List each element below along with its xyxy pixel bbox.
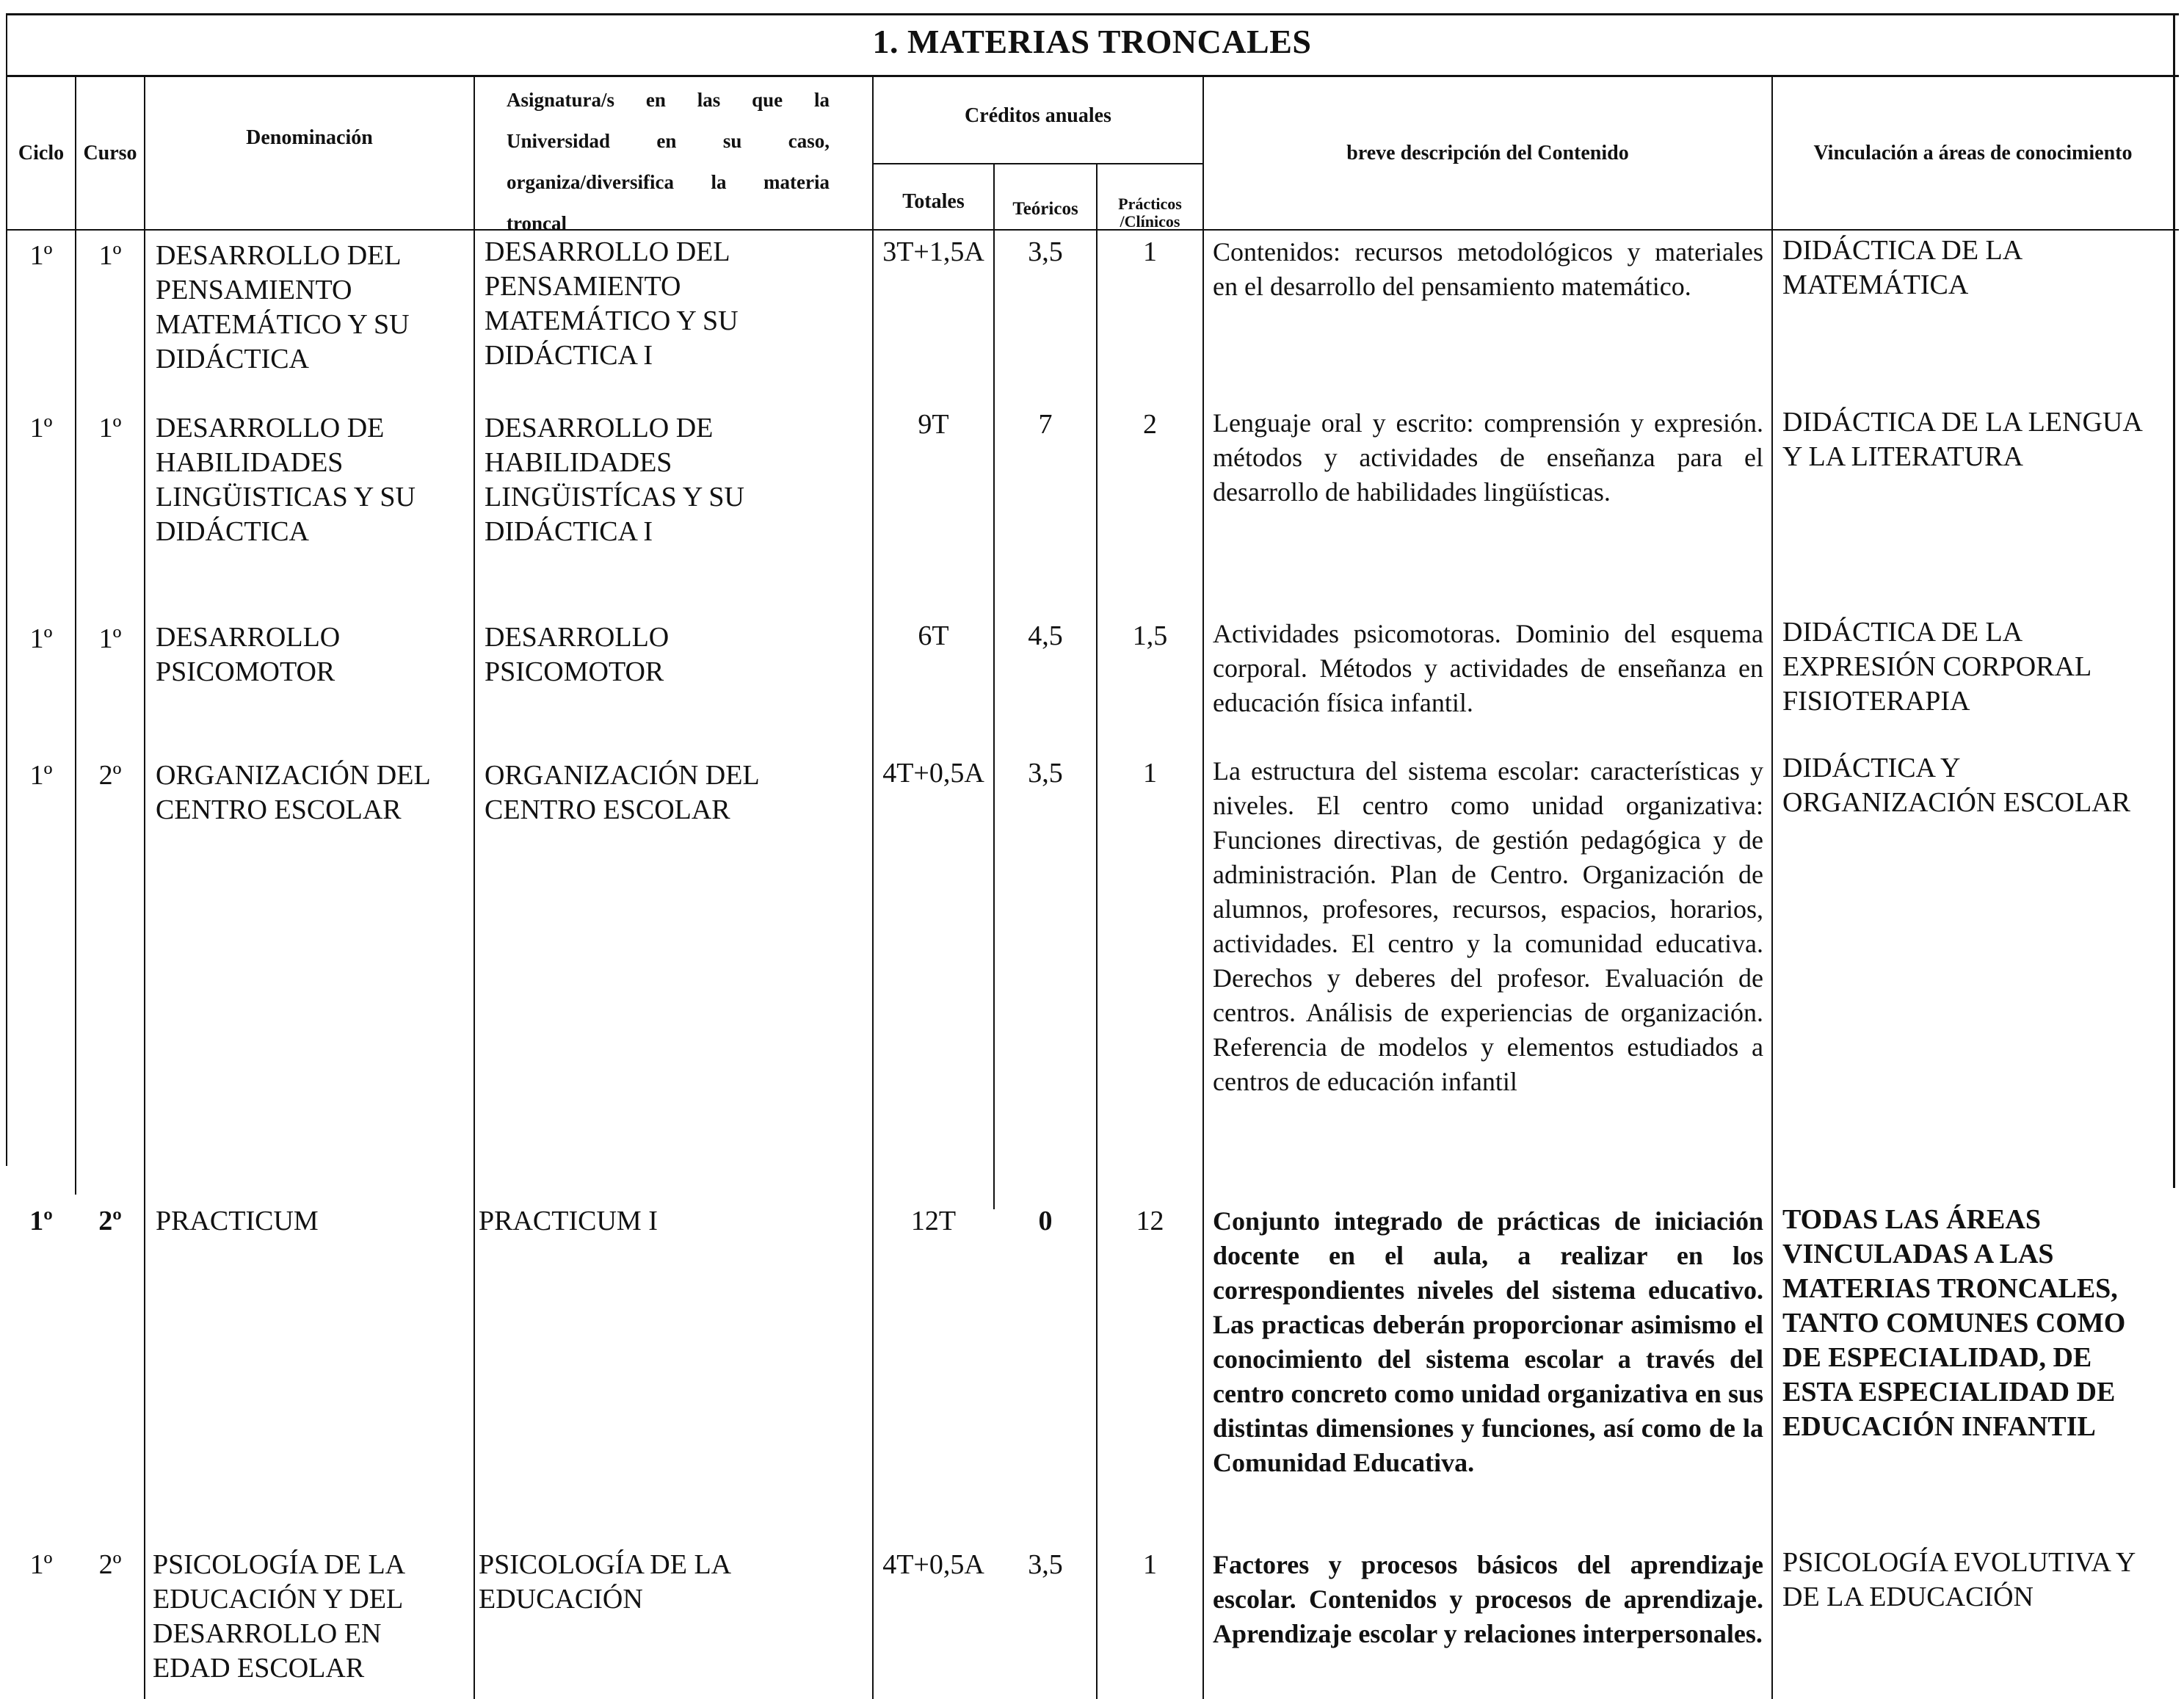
row-5-vinculacion: TODAS LAS ÁREAS VINCULADAS A LAS MATERIAS TRONCALES, TANTO COMUNES COMO DE ESPECIALIDAD, DE ESTA ESPECIALIDAD DE EDUCACIÓN INFANTIL bbox=[1782, 1204, 2126, 1442]
col-rule-curso bbox=[144, 75, 145, 1699]
row-1-ciclo: 1º bbox=[29, 240, 53, 271]
creditos-sub-rule bbox=[874, 163, 1202, 164]
row-6-vinculacion: PSICOLOGÍA EVOLUTIVA Y DE LA EDUCACIÓN bbox=[1782, 1547, 2135, 1612]
row-4-asignatura: ORGANIZACIÓN DEL CENTRO ESCOLAR bbox=[485, 760, 759, 825]
row-1-practicos: 1 bbox=[1143, 236, 1157, 267]
row-6-curso: 2º bbox=[98, 1549, 122, 1580]
row-3-descripcion: Actividades psicomotoras. Dominio del esquema corporal. Métodos y actividades de enseñanza en educación física infantil. bbox=[1213, 619, 1763, 717]
row-5-practicos: 12 bbox=[1136, 1206, 1164, 1236]
col-rule-descripcion bbox=[1771, 75, 1773, 1699]
col-rule-creditos bbox=[1202, 75, 1204, 1699]
row-2-totales: 9T bbox=[918, 409, 949, 440]
row-6-ciclo: 1º bbox=[29, 1549, 53, 1580]
row-5-ciclo: 1º bbox=[29, 1206, 53, 1236]
header-descripcion: breve descripción del Contenido bbox=[1346, 141, 1629, 164]
row-1-descripcion: Contenidos: recursos metodológicos y materiales en el desarrollo del pensamiento matemático. bbox=[1213, 237, 1763, 301]
row-6-denominacion: PSICOLOGÍA DE LA EDUCACIÓN Y DEL DESARROLLO EN EDAD ESCOLAR bbox=[153, 1549, 404, 1684]
row-3-denominacion: DESARROLLO PSICOMOTOR bbox=[156, 622, 341, 687]
row-1-totales: 3T+1,5A bbox=[882, 236, 984, 267]
row-2-vinculacion: DIDÁCTICA DE LA LENGUA Y LA LITERATURA bbox=[1782, 407, 2141, 472]
row-4-totales: 4T+0,5A bbox=[882, 758, 984, 789]
row-2-descripcion: Lenguaje oral y escrito: comprensión y expresión. métodos y actividades de enseñanza para el desarrollo de habilidades lingüísticas. bbox=[1213, 408, 1763, 507]
row-5-teoricos: 0 bbox=[1038, 1206, 1053, 1236]
row-3-practicos: 1,5 bbox=[1132, 620, 1168, 651]
row-5-denominacion: PRACTICUM bbox=[156, 1206, 319, 1236]
row-3-asignatura: DESARROLLO PSICOMOTOR bbox=[485, 622, 670, 687]
row-6-descripcion: Factores y procesos básicos del aprendizaje escolar. Contenidos y procesos de aprendizaje. Aprendizaje escolar y relaciones interpersonales. bbox=[1213, 1550, 1763, 1648]
row-6-totales: 4T+0,5A bbox=[882, 1549, 984, 1580]
row-4-denominacion: ORGANIZACIÓN DEL CENTRO ESCOLAR bbox=[156, 760, 430, 825]
row-4-vinculacion: DIDÁCTICA Y ORGANIZACIÓN ESCOLAR bbox=[1782, 753, 2130, 818]
row-4-curso: 2º bbox=[98, 760, 122, 791]
col-rule-totales bbox=[993, 163, 995, 1209]
row-2-curso: 1º bbox=[98, 413, 122, 443]
row-5-asignatura: PRACTICUM I bbox=[479, 1206, 658, 1236]
header-curso: Curso bbox=[83, 141, 137, 164]
row-2-teoricos: 7 bbox=[1038, 409, 1053, 440]
col-rule-asignatura bbox=[872, 75, 874, 1699]
header-ciclo: Ciclo bbox=[18, 141, 65, 164]
header-teoricos: Teóricos bbox=[1012, 199, 1078, 219]
row-6-teoricos: 3,5 bbox=[1028, 1549, 1063, 1580]
row-3-teoricos: 4,5 bbox=[1028, 620, 1063, 651]
row-5-totales: 12T bbox=[910, 1206, 957, 1236]
col-rule-right bbox=[2173, 13, 2175, 1188]
row-6-practicos: 1 bbox=[1143, 1549, 1157, 1580]
row-4-teoricos: 3,5 bbox=[1028, 758, 1063, 789]
row-3-curso: 1º bbox=[98, 623, 122, 654]
row-1-asignatura: DESARROLLO DEL PENSAMIENTO MATEMÁTICO Y SU DIDÁCTICA I bbox=[485, 236, 739, 371]
header-asignatura: Asignatura/s en las que la Universidad en su caso, organiza/diversifica la materia troncal bbox=[507, 89, 830, 234]
col-rule-teoricos bbox=[1096, 163, 1098, 1699]
header-practicos: Prácticos /Clínicos bbox=[1118, 195, 1182, 231]
row-1-curso: 1º bbox=[98, 240, 122, 271]
row-5-curso: 2º bbox=[98, 1206, 122, 1236]
row-3-totales: 6T bbox=[918, 620, 949, 651]
row-3-vinculacion: DIDÁCTICA DE LA EXPRESIÓN CORPORAL FISIOTERAPIA bbox=[1782, 617, 2091, 717]
row-5-descripcion: Conjunto integrado de prácticas de iniciación docente en el aula, a realizar en los correspondientes niveles del sistema educativo. Las practicas deberán proporcionar asimismo el conocimiento del sistema escolar a través del centro concreto como unidad organizativa en sus distintas dimensiones y funciones, así como de la Comunidad Educativa. bbox=[1213, 1206, 1763, 1477]
row-2-ciclo: 1º bbox=[29, 413, 53, 443]
page-title: 1. MATERIAS TRONCALES bbox=[872, 23, 1312, 60]
row-2-denominacion: DESARROLLO DE HABILIDADES LINGÜISTICAS Y SU DIDÁCTICA bbox=[156, 413, 416, 547]
row-1-vinculacion: DIDÁCTICA DE LA MATEMÁTICA bbox=[1782, 235, 2022, 300]
top-border bbox=[6, 13, 2179, 15]
col-rule-denominacion bbox=[474, 75, 475, 1699]
header-denominacion: Denominación bbox=[246, 126, 373, 149]
header-totales: Totales bbox=[902, 190, 965, 213]
row-1-teoricos: 3,5 bbox=[1028, 236, 1063, 267]
row-4-ciclo: 1º bbox=[29, 760, 53, 791]
header-creditos: Créditos anuales bbox=[965, 104, 1111, 127]
row-2-practicos: 2 bbox=[1143, 409, 1157, 440]
row-4-descripcion: La estructura del sistema escolar: características y niveles. El centro como unidad organizativa: Funciones directivas, de gestión pedagógica y de administración. Plan de Centro. Organización de alumnos, profesores, recursos, espacios, horarios, actividades. El centro y la comunidad educativa. Derechos y deberes del profesor. Evaluación de centros. Análisis de experiencias de organización. Referencia de modelos y elementos estudiados a centros de educación infantil bbox=[1213, 756, 1763, 1096]
row-4-practicos: 1 bbox=[1143, 758, 1157, 789]
row-3-ciclo: 1º bbox=[29, 623, 53, 654]
header-vinculacion: Vinculación a áreas de conocimiento bbox=[1813, 141, 2133, 164]
row-6-asignatura: PSICOLOGÍA DE LA EDUCACIÓN bbox=[479, 1549, 730, 1615]
row-1-denominacion: DESARROLLO DEL PENSAMIENTO MATEMÁTICO Y SU DIDÁCTICA bbox=[156, 240, 410, 374]
row-2-asignatura: DESARROLLO DE HABILIDADES LINGÜISTÍCAS Y SU DIDÁCTICA I bbox=[485, 413, 744, 547]
